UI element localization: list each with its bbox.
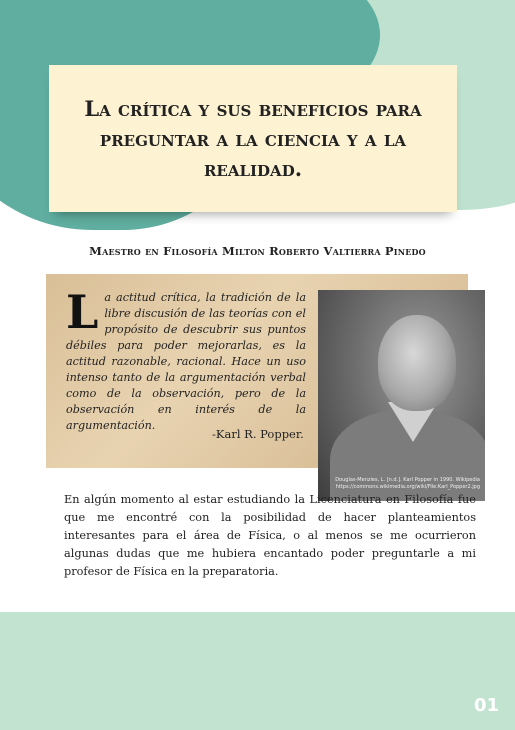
article-title: La crítica y sus beneficios para preguntar a la ciencia y a la realidad. [84, 95, 422, 181]
drop-cap: L [66, 285, 99, 339]
body-paragraph: En algún momento al estar estudiando la Licenciatura en Filosofía fue que me encontré con la posibilidad de hacer planteamientos interesantes para el área de Física, o al menos se me ocurrieron algunas dudas que me hubiera encantado poder preguntarle a mi profesor de Física en la preparatoria. [64, 493, 476, 578]
author-line: Maestro en Filosofía Milton Roberto Valtierra Pinedo [89, 244, 426, 258]
title-box [49, 65, 457, 212]
karl-popper-photo [318, 290, 485, 501]
page-number: 01 [473, 695, 499, 716]
quote-attribution: -Karl R. Popper. [212, 427, 304, 441]
popper-quote [66, 285, 306, 434]
footer-band [0, 612, 515, 730]
photo-figure-head [378, 315, 456, 411]
photo-caption: Douglas-Menzies, L. [n.d.]. Karl Popper in 1990. Wikipedia https://commons.wikimedia.org/wiki/File:Karl_Popper2.jpg [335, 477, 480, 490]
quote-text: a actitud crítica, la tradición de la libre discusión de las teorías con el propósito de descubrir sus puntos débiles para poder mejorarlas, es la actitud razonable, racional. Hace un uso intenso tanto de la argumentación verbal como de la observación, pero de la observación en interés de la argumentación. [66, 291, 306, 432]
